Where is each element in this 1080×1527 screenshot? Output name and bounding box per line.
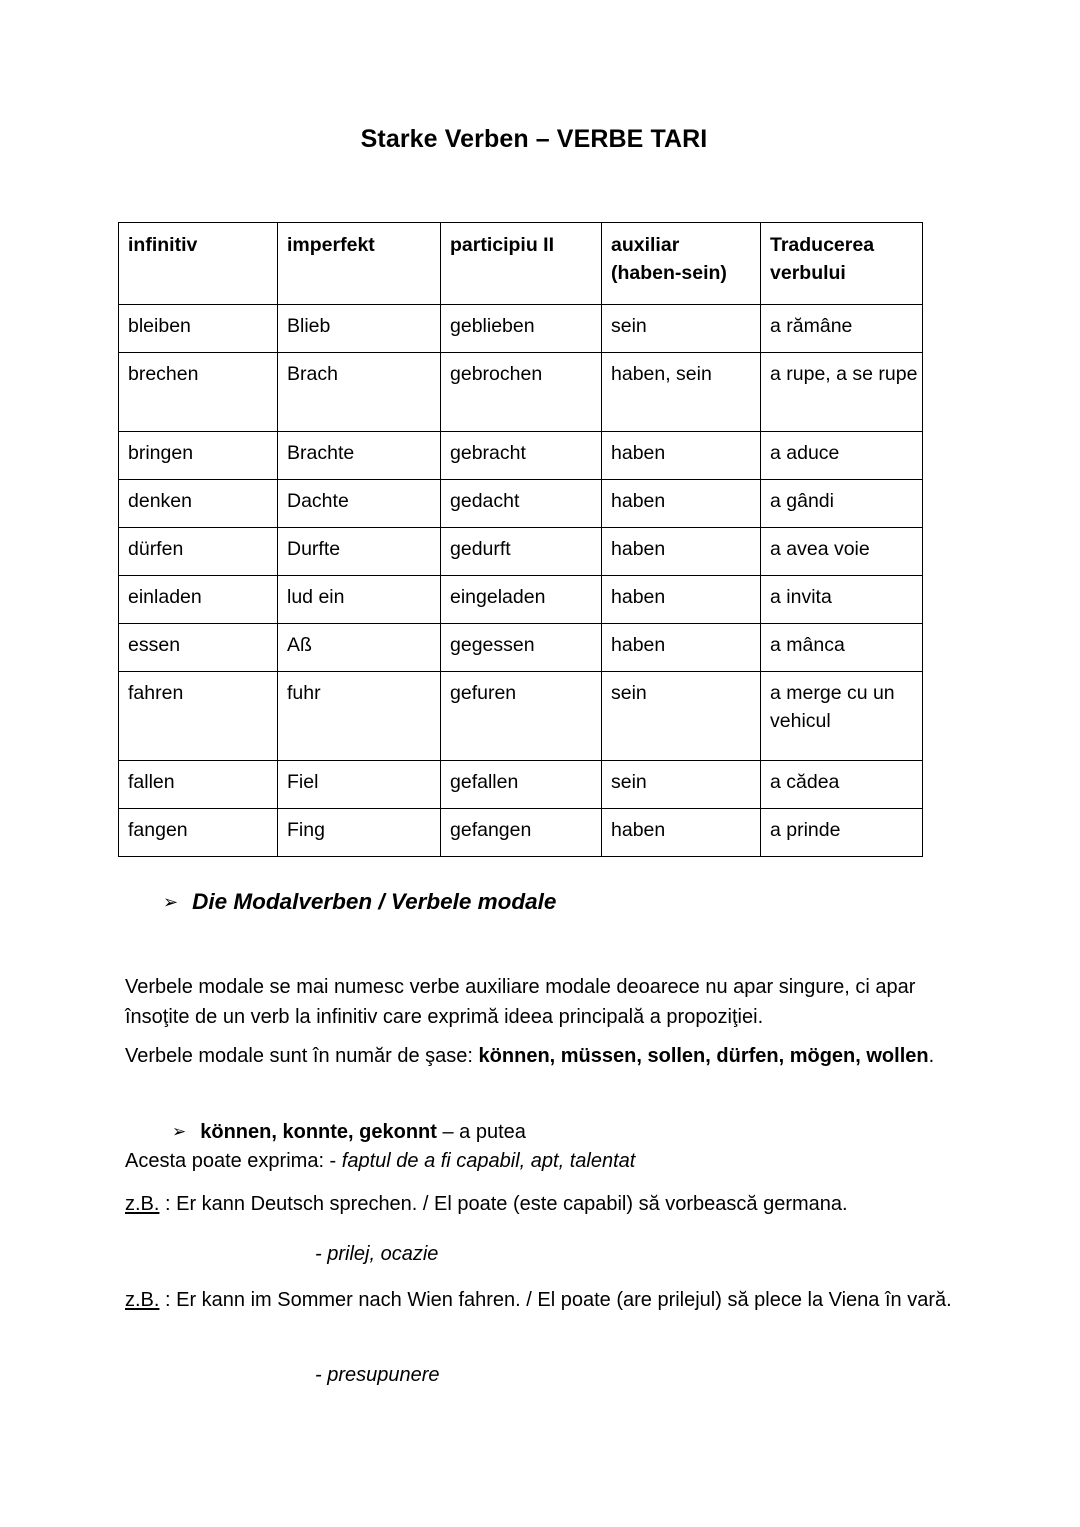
cell-participiu: geblieben	[441, 305, 602, 353]
page-title-text: Starke Verben – VERBE TARI	[360, 125, 708, 153]
table-row	[119, 305, 923, 353]
table-row	[119, 576, 923, 624]
table-row	[119, 480, 923, 528]
cell-participiu: gebrochen	[441, 353, 602, 432]
cell-participiu: eingeladen	[441, 576, 602, 624]
cell-traducere: a invita	[761, 576, 923, 624]
cell-infinitiv: brechen	[119, 353, 278, 432]
cell-auxiliar: haben	[602, 480, 761, 528]
cell-participiu: gegessen	[441, 624, 602, 672]
cell-infinitiv: bleiben	[119, 305, 278, 353]
cell-imperfekt: Aß	[278, 624, 441, 672]
cell-imperfekt: Dachte	[278, 480, 441, 528]
paragraph-acesta	[125, 1146, 955, 1176]
table-header	[119, 223, 923, 305]
cell-traducere: a avea voie	[761, 528, 923, 576]
page-title	[0, 124, 1080, 154]
column-header-traducere-line2: verbului	[770, 261, 846, 284]
heading-koennen-bold: können, konnte, gekonnt	[200, 1121, 437, 1143]
column-header-auxiliar-line1: auxiliar	[611, 234, 680, 256]
cell-traducere: a prinde	[761, 809, 923, 857]
column-header-auxiliar	[602, 223, 761, 305]
table-row	[119, 624, 923, 672]
cell-traducere: a rupe, a se rupe	[761, 353, 923, 432]
table-body	[119, 305, 923, 857]
starke-verben-table	[118, 222, 923, 857]
cell-imperfekt: Brach	[278, 353, 441, 432]
cell-traducere: a mânca	[761, 624, 923, 672]
paragraph-intro-text: Verbele modale se mai numesc verbe auxiliare modale deoarece nu apar singure, ci apar însoţite de un verb la infinitiv care exprimă ideea principală a propoziţiei.	[125, 976, 916, 1029]
cell-auxiliar: haben	[602, 528, 761, 576]
cell-participiu: gefuren	[441, 672, 602, 761]
cell-traducere: a merge cu un vehicul	[761, 672, 923, 761]
heading-koennen	[172, 1119, 526, 1145]
heading-modalverben	[163, 887, 556, 916]
column-header-infinitiv: infinitiv	[119, 223, 278, 305]
paragraph-prilej	[125, 1239, 965, 1269]
paragraph-prilej-text: - prilej, ocazie	[315, 1243, 439, 1265]
cell-participiu: gedurft	[441, 528, 602, 576]
cell-auxiliar: haben	[602, 576, 761, 624]
cell-imperfekt: Brachte	[278, 432, 441, 480]
cell-infinitiv: essen	[119, 624, 278, 672]
column-header-imperfekt: imperfekt	[278, 223, 441, 305]
table-row	[119, 672, 923, 761]
cell-auxiliar: sein	[602, 761, 761, 809]
cell-infinitiv: einladen	[119, 576, 278, 624]
cell-infinitiv: denken	[119, 480, 278, 528]
paragraph-intro	[125, 972, 953, 1033]
cell-auxiliar: sein	[602, 672, 761, 761]
table-row	[119, 353, 923, 432]
cell-auxiliar: sein	[602, 305, 761, 353]
zb-1-text: : Er kann Deutsch sprechen. / El poate (este capabil) să vorbească germana.	[159, 1193, 848, 1215]
cell-auxiliar: haben, sein	[602, 353, 761, 432]
cell-participiu: gebracht	[441, 432, 602, 480]
paragraph-presupunere	[125, 1360, 965, 1390]
paragraph-presupunere-text: - presupunere	[315, 1364, 440, 1386]
cell-participiu: gedacht	[441, 480, 602, 528]
column-header-auxiliar-line2: (haben-sein)	[611, 261, 727, 284]
cell-imperfekt: fuhr	[278, 672, 441, 761]
cell-infinitiv: bringen	[119, 432, 278, 480]
arrow-bullet-icon: ➢	[172, 1122, 187, 1142]
cell-traducere: a rămâne	[761, 305, 923, 353]
zb-label: z.B.	[125, 1193, 160, 1215]
table-row	[119, 761, 923, 809]
cell-infinitiv: fangen	[119, 809, 278, 857]
cell-imperfekt: Durfte	[278, 528, 441, 576]
cell-imperfekt: Blieb	[278, 305, 441, 353]
table-header-row	[119, 223, 923, 305]
paragraph-acesta-italic: faptul de a fi capabil, apt, talentat	[341, 1150, 636, 1172]
cell-infinitiv: fallen	[119, 761, 278, 809]
cell-traducere: a aduce	[761, 432, 923, 480]
column-header-traducere-line1: Traducerea	[770, 234, 875, 256]
cell-participiu: gefallen	[441, 761, 602, 809]
paragraph-count	[125, 1041, 945, 1071]
heading-koennen-rest: – a putea	[436, 1121, 526, 1143]
paragraph-count-suffix: .	[928, 1045, 935, 1067]
table-row	[119, 528, 923, 576]
cell-participiu: gefangen	[441, 809, 602, 857]
cell-auxiliar: haben	[602, 624, 761, 672]
verb-table-container	[118, 222, 922, 857]
cell-auxiliar: haben	[602, 809, 761, 857]
heading-modalverben-text: Die Modalverben / Verbele modale	[192, 889, 557, 914]
paragraph-count-prefix: Verbele modale sunt în număr de şase:	[125, 1045, 479, 1067]
cell-imperfekt: Fiel	[278, 761, 441, 809]
example-zb-1	[125, 1189, 965, 1219]
column-header-traducere	[761, 223, 923, 305]
cell-auxiliar: haben	[602, 432, 761, 480]
cell-traducere: a cădea	[761, 761, 923, 809]
cell-infinitiv: fahren	[119, 672, 278, 761]
cell-imperfekt: lud ein	[278, 576, 441, 624]
paragraph-count-bold: können, müssen, sollen, dürfen, mögen, wollen	[478, 1045, 929, 1067]
zb-2-text: : Er kann im Sommer nach Wien fahren. / El poate (are prilejul) să plece la Viena în vară.	[159, 1289, 952, 1311]
cell-infinitiv: dürfen	[119, 528, 278, 576]
column-header-participiu-2: participiu II	[441, 223, 602, 305]
paragraph-acesta-prefix: Acesta poate exprima: -	[125, 1150, 342, 1172]
table-row	[119, 432, 923, 480]
zb-label: z.B.	[125, 1289, 160, 1311]
cell-imperfekt: Fing	[278, 809, 441, 857]
cell-traducere: a gândi	[761, 480, 923, 528]
table-row	[119, 809, 923, 857]
arrow-bullet-icon: ➢	[163, 892, 179, 913]
example-zb-2	[125, 1285, 973, 1315]
